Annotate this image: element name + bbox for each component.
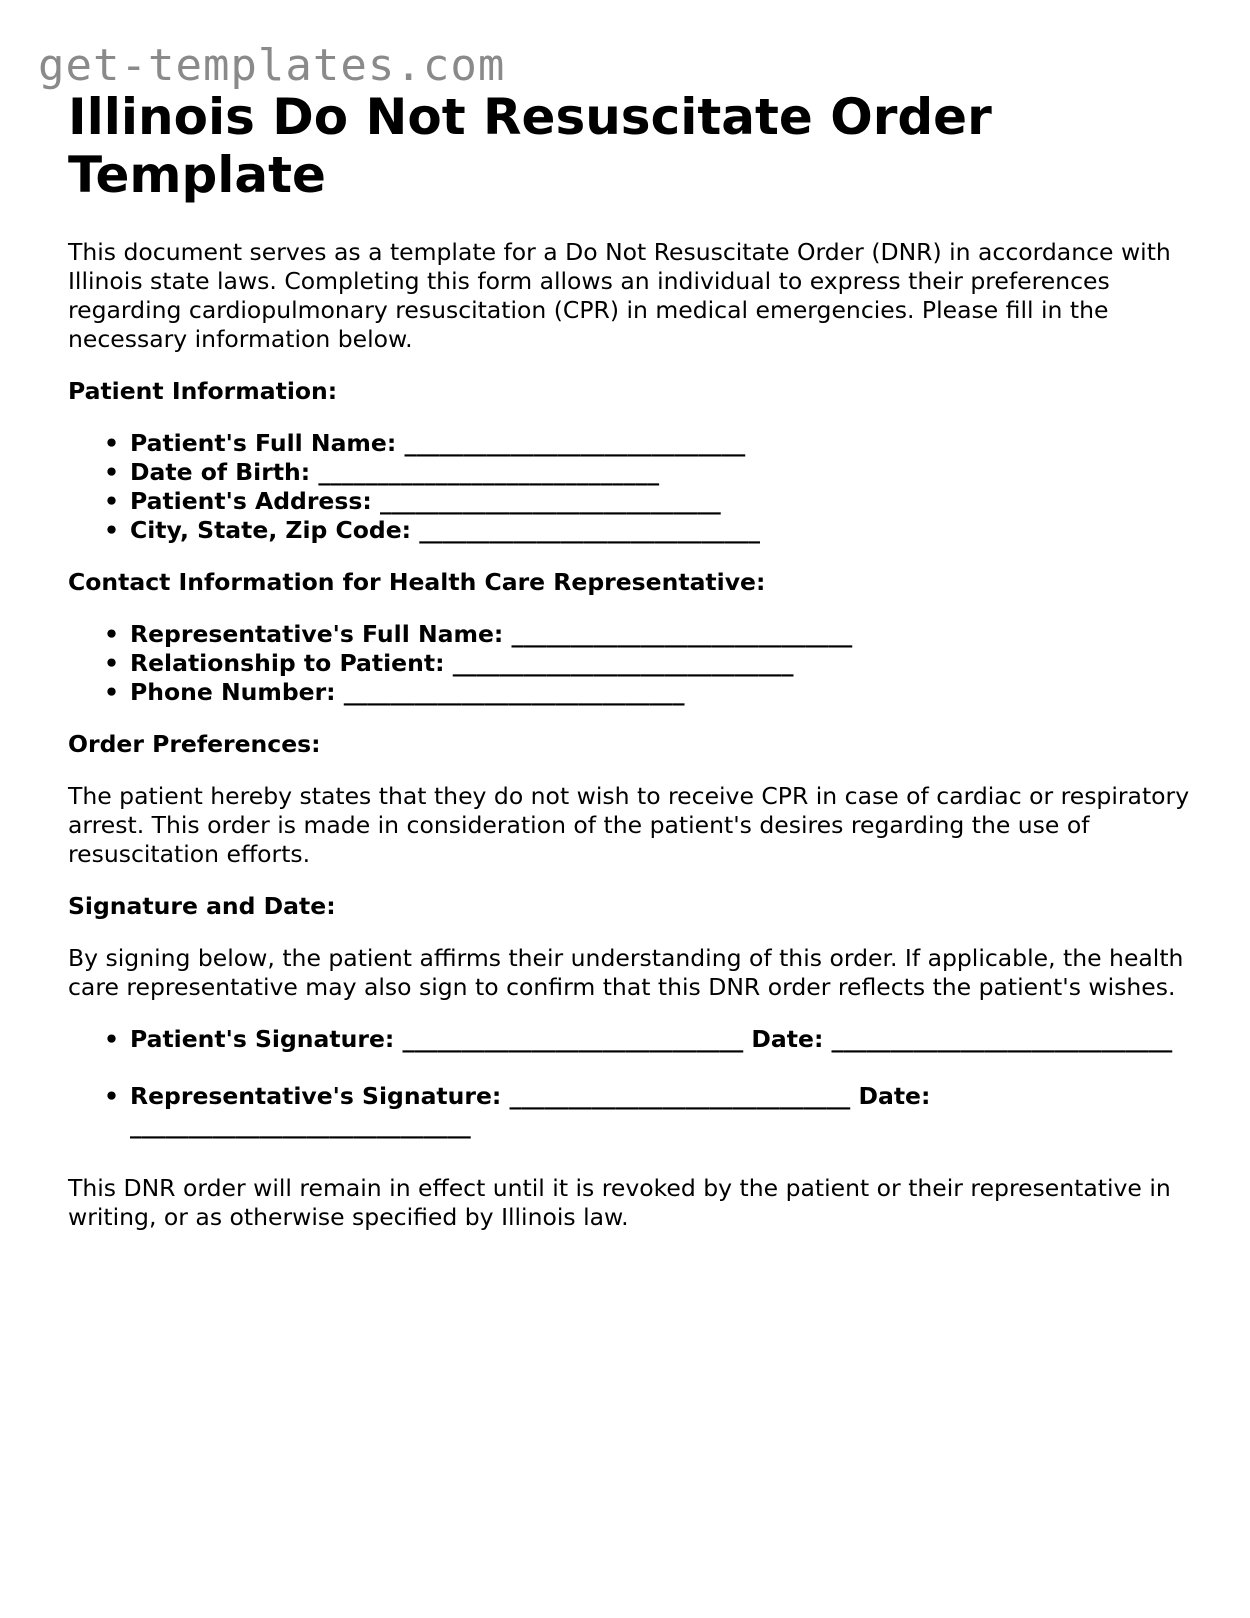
field-patient-full-name[interactable]: • Patient's Full Name: _____________________________ [130,429,1198,458]
field-representative-signature[interactable]: • Representative's Signature: _____________________________ Date: _____________________________ [130,1082,1198,1140]
field-phone-number[interactable]: • Phone Number: _____________________________ [130,678,1198,707]
document-page [68,88,1198,1232]
field-relationship-to-patient[interactable]: • Relationship to Patient: _____________________________ [130,649,1198,678]
footer-paragraph: This DNR order will remain in effect until it is revoked by the patient or their representative in writing, or as otherwise specified by Illinois law. [68,1174,1171,1231]
order-preferences-heading: Order Preferences: [68,730,321,758]
order-preferences-text: The patient hereby states that they do not wish to receive CPR in case of cardiac or respiratory arrest. This order is made in consideration of the patient's desires regarding the use of resuscitation efforts. [68,782,1190,868]
patient-information-list [68,429,1198,545]
representative-information-list [68,620,1198,707]
signature-date-text: By signing below, the patient affirms their understanding of this order. If applicable, the health care representative may also sign to confirm that this DNR order reflects the patient's wishes. [68,944,1184,1001]
patient-information-heading: Patient Information: [68,377,338,405]
page-title: Illinois Do Not Resuscitate Order Template [68,88,992,204]
signature-list [68,1025,1198,1140]
signature-date-heading: Signature and Date: [68,892,336,920]
intro-paragraph: This document serves as a template for a Do Not Resuscitate Order (DNR) in accordance with Illinois state laws. Completing this form allows an individual to express their preferences regarding cardiopulmonary resuscitation (CPR) in medical emergencies. Please fill in the necessary information below. [68,238,1171,353]
field-date-of-birth[interactable]: • Date of Birth: _____________________________ [130,458,1198,487]
field-representative-full-name[interactable]: • Representative's Full Name: _____________________________ [130,620,1198,649]
representative-information-heading: Contact Information for Health Care Representative: [68,568,766,596]
field-city-state-zip[interactable]: • City, State, Zip Code: _____________________________ [130,516,1198,545]
watermark: get-templates.com [38,40,506,91]
field-patient-signature[interactable]: • Patient's Signature: _____________________________ Date: _____________________________ [130,1025,1198,1054]
field-patient-address[interactable]: • Patient's Address: _____________________________ [130,487,1198,516]
